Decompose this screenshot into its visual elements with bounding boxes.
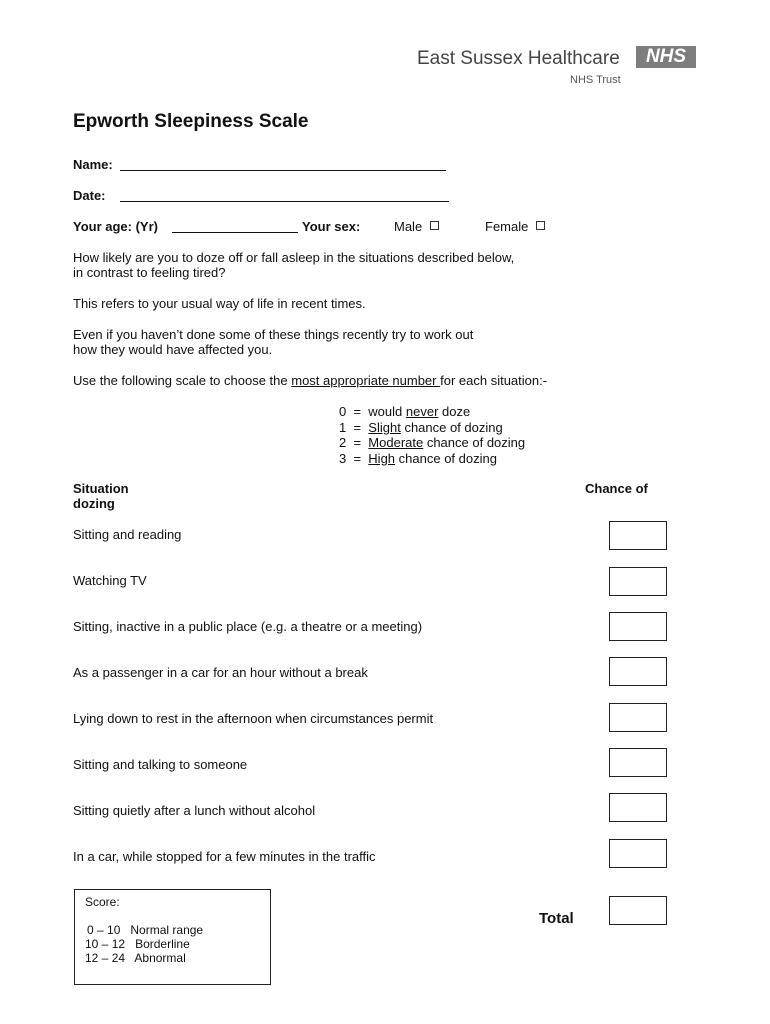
- situation-label: In a car, while stopped for a few minutes in the traffic: [73, 849, 376, 864]
- situation-label: Watching TV: [73, 573, 147, 588]
- female-option[interactable]: [485, 219, 545, 235]
- sex-label: Your sex:: [302, 219, 361, 234]
- age-field[interactable]: [172, 232, 298, 233]
- intro-p1-line2: in contrast to feeling tired?: [73, 265, 226, 280]
- male-checkbox[interactable]: [430, 221, 439, 230]
- scale-item: 2 = Moderate chance of dozing: [339, 435, 526, 450]
- scale-item: 3 = High chance of dozing: [339, 450, 497, 466]
- intro-p1-line1: How likely are you to doze off or fall asleep in the situations described below,: [73, 250, 515, 265]
- intro-p4: [73, 373, 547, 389]
- total-label: Total: [539, 910, 574, 927]
- score-title: Score:: [85, 895, 120, 909]
- score-range-row: 0 – 10 Normal range: [87, 923, 204, 937]
- male-option[interactable]: [394, 219, 439, 235]
- situation-label: Sitting and reading: [73, 527, 182, 542]
- scale-item: 1 = Slight chance of dozing: [339, 419, 503, 435]
- intro-p2: This refers to your usual way of life in recent times.: [73, 296, 366, 311]
- org-name: East Sussex Healthcare: [417, 48, 620, 69]
- chance-input-box[interactable]: [609, 612, 667, 641]
- score-range-row: 12 – 24 Abnormal: [85, 951, 186, 965]
- page-title: Epworth Sleepiness Scale: [73, 111, 309, 132]
- score-legend-box: [74, 889, 271, 985]
- date-field[interactable]: [120, 201, 449, 202]
- chance-input-box[interactable]: [609, 567, 667, 596]
- org-subtitle: NHS Trust: [570, 74, 621, 86]
- chance-input-box[interactable]: [609, 748, 667, 777]
- situation-label: Lying down to rest in the afternoon when circumstances permit: [73, 711, 434, 726]
- intro-p3-line2: how they would have affected you.: [73, 342, 273, 357]
- chance-input-box[interactable]: [609, 657, 667, 686]
- chance-header: Chance of: [585, 481, 648, 496]
- age-label: Your age: (Yr): [73, 219, 158, 234]
- score-range-row: 10 – 12 Borderline: [85, 937, 190, 951]
- chance-input-box[interactable]: [609, 703, 667, 732]
- dozing-header: dozing: [73, 496, 115, 511]
- situation-label: Sitting and talking to someone: [73, 757, 248, 772]
- nhs-logo: NHS: [636, 46, 696, 68]
- intro-p3-line1: Even if you haven’t done some of these things recently try to work out: [73, 327, 474, 342]
- intro-p4-pre: Use the following scale to choose the: [73, 373, 292, 388]
- situation-label: Sitting, inactive in a public place (e.g. a theatre or a meeting): [73, 619, 423, 634]
- female-label: Female: [485, 219, 529, 234]
- name-label: Name:: [73, 157, 113, 172]
- total-input-box[interactable]: [609, 896, 667, 925]
- scale-list: [339, 404, 525, 466]
- name-field[interactable]: [120, 170, 446, 171]
- situation-header: Situation: [73, 481, 129, 496]
- chance-input-box[interactable]: [609, 521, 667, 550]
- situation-label: As a passenger in a car for an hour without a break: [73, 665, 368, 680]
- intro-p4-emphasis: most appropriate number: [291, 373, 441, 388]
- scale-item: 0 = would never doze: [339, 404, 471, 419]
- situation-label: Sitting quietly after a lunch without alcohol: [73, 803, 316, 818]
- chance-input-box[interactable]: [609, 793, 667, 822]
- intro-p4-post: for each situation:-: [440, 373, 548, 388]
- date-label: Date:: [73, 188, 106, 203]
- female-checkbox[interactable]: [536, 221, 545, 230]
- chance-input-box[interactable]: [609, 839, 667, 868]
- male-label: Male: [394, 219, 423, 234]
